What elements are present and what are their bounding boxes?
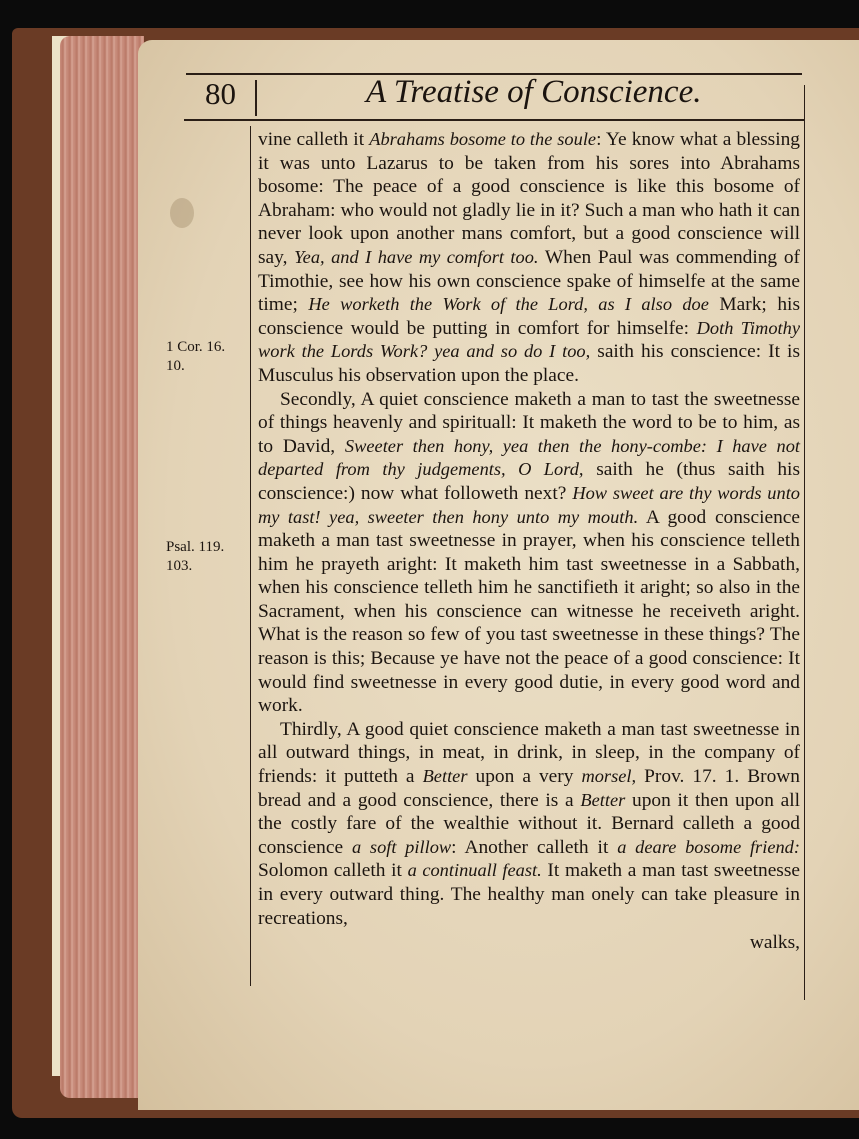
italic-phrase: Sweeter then hony, yea then the hony-combe: I have not departed from thy judgements, O Lord, [258,435,800,480]
italic-phrase: Yea, and I have my comfort too. [294,246,539,267]
right-column-rule [804,85,805,1000]
paragraph-2: Secondly, A quiet conscience maketh a man to tast the sweetnesse of things heavenly and spirituall: It maketh the word to be to him, as to David, Sweeter then hony, yea then the hony-combe: I have not departed from thy judgements, O Lord, saith he (thus saith his conscience:) now what followeth next? How sweet are thy words unto my tast! yea, sweeter then hony unto my mouth. A good conscience maketh a man tast sweetnesse in prayer, when his conscience telleth him he prayeth aright: It maketh him tast sweetnesse in a Sabbath, when his conscience telleth him he sanctifieth it aright; so also in the Sacrament, when his conscience can witnesse he receiveth aright. What is the reason so few of you tast sweetnesse in these things? The reason is this; Because ye have not the peace of a good conscience: It would find sweetnesse in every good dutie, in every good word and work. [258,388,800,717]
stain-mark [170,198,194,228]
margin-column-rule [250,126,251,986]
margin-note-psal [166,538,246,576]
italic-phrase: Better [580,789,626,810]
body-text [258,128,800,955]
italic-phrase: He worketh the Work of the Lord, as I also doe [308,294,709,315]
catchword: walks, [749,932,800,954]
italic-phrase: How sweet are thy words unto my tast! yea, sweeter then hony unto my mouth. [258,482,800,527]
italic-phrase: a deare bosome friend: [617,836,801,857]
running-title: A Treatise of Conscience. [366,74,702,110]
italic-phrase: Abrahams bosome to the soule [369,129,597,149]
italic-phrase: a continuall feast. [407,860,542,881]
margin-note-line: 1 Cor. 16. [166,339,226,355]
margin-note-line: Psal. 119. [166,539,225,555]
margin-note-line: 103. [166,558,193,574]
italic-phrase: Better [422,766,468,787]
paragraph-1: vine calleth it Abrahams bosome to the soule: Ye know what a blessing it was unto Lazarus to be taken from his sores into Abrahams bosome: The peace of a good conscience is like this bosome of Abraham: who would not gladly lie in it? Such a man who hath it can never look upon another mans comfort, but a good conscience will say, Yea, and I have my comfort too. When Paul was commending of Timothie, see how his own conscience spake of himselfe at the same time; He worketh the Work of the Lord, as I also doe Mark; his conscience would be putting in comfort for himselfe: Doth Timothy work the Lords Work? yea and so do I too, saith his conscience: It is Musculus his observation upon the place. [258,129,801,386]
header-divider [255,80,257,116]
page-number: 80 [205,76,236,111]
italic-phrase: a soft pillow [352,836,452,857]
margin-note-1-cor [166,338,246,376]
italic-phrase: Doth Timothy work the Lords Work? yea and so do I too, [258,317,800,362]
italic-phrase: morsel, [581,766,637,787]
margin-note-line: 10. [166,358,185,374]
header-bottom-rule [184,119,804,121]
page-edges [60,36,144,1098]
paragraph-3: Thirdly, A good quiet conscience maketh a man tast sweetnesse in all outward things, in meat, in drink, in sleep, in the company of friends: it putteth a Better upon a very morsel, Prov. 17. 1. Brown bread and a good conscience, there is a Better upon it then upon all the costly fare of the wealthie without it. Bernard calleth a good conscience a soft pillow: Another calleth it a deare bosome friend: Solomon calleth it a continuall feast. It maketh a man tast sweetnesse in every outward thing. The healthy man onely can take pleasure in recreations, [258,718,801,929]
